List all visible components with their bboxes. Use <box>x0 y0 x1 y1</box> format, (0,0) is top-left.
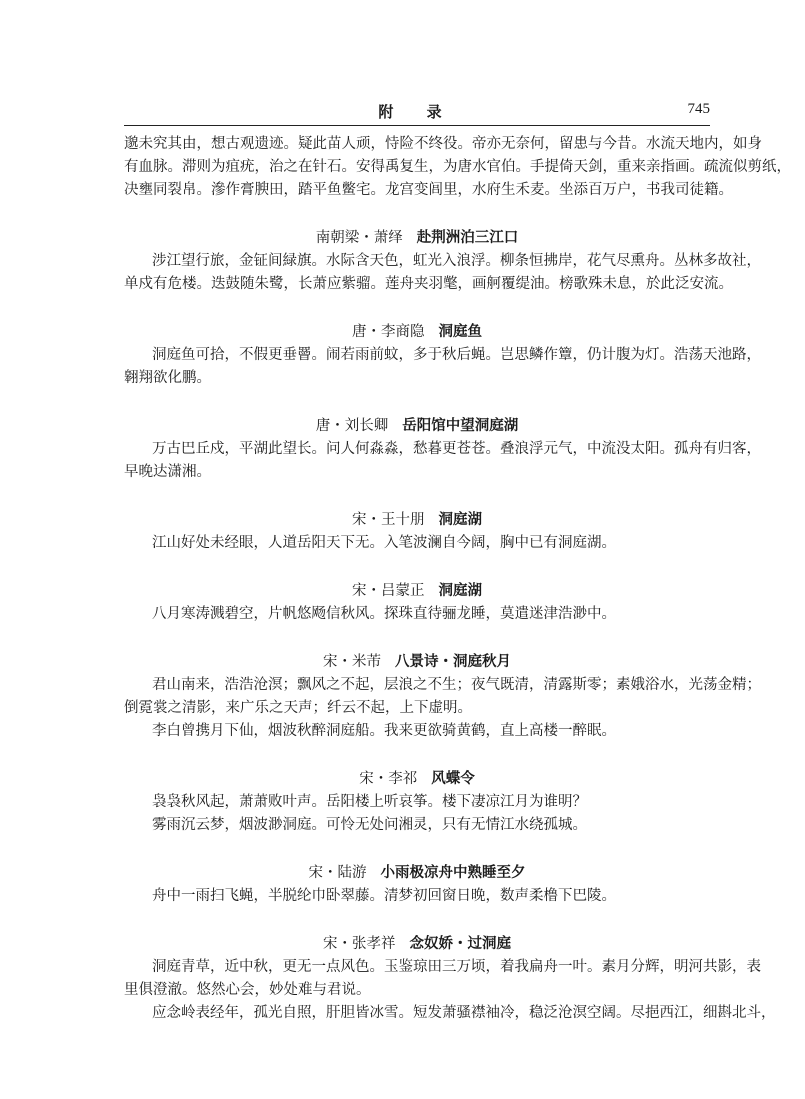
poem-author: 宋・李祁 <box>359 771 418 787</box>
poem-heading <box>124 650 710 674</box>
text-line: 里俱澄澈。悠然心会，妙处难与君说。 <box>124 982 371 998</box>
poem-author: 唐・刘长卿 <box>315 418 389 434</box>
text-line: 倒霓裳之清影，来广乐之天声；纤云不起，上下虚明。 <box>124 700 472 716</box>
poem-author: 宋・吕蒙正 <box>352 583 425 599</box>
poem-author: 宋・米芾 <box>323 654 381 670</box>
text-line: 洞庭鱼可拾，不假更垂罾。闹若雨前蚊，多于秋后蝇。岂思鳞作簟，仍计腹为灯。浩荡天池路， <box>152 347 761 363</box>
poem-heading <box>124 226 710 250</box>
text-line: 李白曾携月下仙，烟波秋醉洞庭船。我来更欲骑黄鹤，直上高楼一醉眠。 <box>152 723 616 739</box>
text-line: 君山南来，浩浩沧溟；飘风之不起，层浪之不生；夜气既清，清露斯零；素娥浴水，光荡金精； <box>152 677 761 693</box>
poem-heading <box>124 932 710 956</box>
poem-title: 洞庭鱼 <box>438 323 482 340</box>
poem-heading <box>124 861 710 885</box>
text-line: 翱翔欲化鹏。 <box>124 370 211 386</box>
poem-author: 宋・王十朋 <box>352 512 425 528</box>
text-line: 涉江望行旅，金钲间緑旗。水际含天色，虹光入浪浮。柳条恒拂岸，花气尽熏舟。丛林多故社， <box>152 253 761 269</box>
page-number: 745 <box>687 101 710 117</box>
text-line: 江山好处未经眼，人道岳阳天下无。入笔波澜自今阔，胸中已有洞庭湖。 <box>152 535 616 551</box>
page-header <box>124 101 710 126</box>
text-line: 早晚达潇湘。 <box>124 464 211 480</box>
page-body <box>124 133 791 1025</box>
text-line: 万古巴丘戍，平湖此望长。问人何淼淼，愁暮更苍苍。叠浪浮元气，中流没太阳。孤舟有归客， <box>152 441 761 457</box>
poem-title: 洞庭湖 <box>438 511 482 528</box>
poem-title: 赴荆洲泊三江口 <box>416 229 519 246</box>
poem-author: 宋・陆游 <box>308 865 367 881</box>
text-line: 单戍有危楼。迭鼓随朱鹭，长萧应紫骝。莲舟夹羽氅，画舸覆缇油。榜歌殊未息，於此泛安流。 <box>124 276 733 292</box>
poem-author: 南朝梁・萧绎 <box>315 230 403 246</box>
poem-heading <box>124 414 710 438</box>
poem-author: 唐・李商隐 <box>352 324 425 340</box>
poem-title: 岳阳馆中望洞庭湖 <box>402 417 519 434</box>
text-line: 邈未究其由，想古观遗迹。疑此苗人顽，恃险不终役。帝亦无奈何，留患与今昔。水流天地内，如身 <box>124 136 762 152</box>
text-line: 应念岭表经年，孤光自照，肝胆皆冰雪。短发萧骚襟袖冷，稳泛沧溟空阔。尽挹西江，细斟北斗， <box>152 1005 776 1021</box>
text-line: 洞庭青草，近中秋，更无一点风色。玉鉴琼田三万顷，着我扁舟一叶。素月分辉，明河共影，表 <box>152 959 761 975</box>
poem-title: 小雨极凉舟中熟睡至夕 <box>380 864 526 881</box>
poem-title: 念奴娇・过洞庭 <box>409 935 511 952</box>
poem-heading <box>124 579 710 603</box>
text-line: 决壅同裂帛。滲作膏腴田，踏平鱼鳖宅。龙宫变闾里，水府生禾麦。坐添百万户，书我司徒籍。 <box>124 182 733 198</box>
text-line: 舟中一雨扫飞蝇，半脱纶巾卧翠藤。清梦初回窗日晚，数声柔橹下巴陵。 <box>152 888 616 904</box>
poem-heading <box>124 508 710 532</box>
text-line: 八月寒涛溅碧空，片帆悠飏信秋风。探珠直待骊龙睡，莫遣迷津浩渺中。 <box>152 606 616 622</box>
poem-heading <box>124 767 710 791</box>
poem-heading <box>124 320 710 344</box>
poem-title: 风蝶令 <box>431 770 475 787</box>
poem-title: 洞庭湖 <box>438 582 482 599</box>
text-line: 雾雨沉云梦，烟波渺洞庭。可怜无处问湘灵，只有无情江水绕孤城。 <box>152 817 587 833</box>
text-line: 有血脉。滞则为疽疣，治之在针石。安得禹复生，为唐水官伯。手提倚天剑，重来亲指画。疏流似剪纸， <box>124 159 791 175</box>
text-line: 袅袅秋风起，萧萧败叶声。岳阳楼上听哀筝。楼下凄凉江月为谁明？ <box>152 794 587 810</box>
running-head: 附 录 <box>378 103 456 121</box>
poem-author: 宋・张孝祥 <box>323 936 396 952</box>
poem-title: 八景诗・洞庭秋月 <box>395 653 511 670</box>
continued-poem <box>124 133 791 202</box>
